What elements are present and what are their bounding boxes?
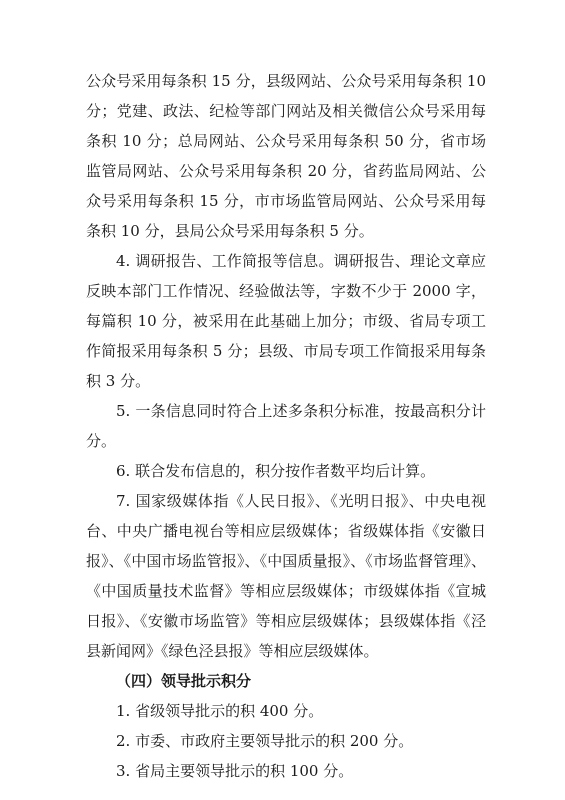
paragraph-media-levels: 7. 国家级媒体指《人民日报》、《光明日报》、中央电视台、中央广播电视台等相应层级媒体；省级媒体指《安徽日报》、《中国市场监管报》、《中国质量报》、《市场监督管理》、《中国质量技术监督》等相应层级媒体；市级媒体指《宣城日报》、《安徽市场监管》等相应层级媒体；县级媒体指《泾县新闻网》《绿色泾县报》等相应层级媒体。 <box>86 492 486 660</box>
paragraph-highest-score-rule: 5. 一条信息同时符合上述多条积分标准，按最高积分计分。 <box>86 402 486 450</box>
document-body <box>86 66 486 786</box>
paragraph-provincial-leader: 1. 省级领导批示的积 400 分。 <box>116 702 324 720</box>
paragraph-provincial-bureau-leader: 3. 省局主要领导批示的积 100 分。 <box>116 762 354 780</box>
paragraph-research-reports: 4. 调研报告、工作简报等信息。调研报告、理论文章应反映本部门工作情况、经验做法等，字数不少于 2000 字，每篇积 10 分，被采用在此基础上加分；市级、省局专项工作简报采用每条积 5 分；县级、市局专项工作简报采用每条积 3 分。 <box>86 252 486 390</box>
section-heading-leader-instructions: （四）领导批示积分 <box>116 672 252 690</box>
paragraph-website-scoring: 公众号采用每条积 15 分，县级网站、公众号采用每条积 10 分；党建、政法、纪检等部门网站及相关微信公众号采用每条积 10 分；总局网站、公众号采用每条积 50 分，省市场监管局网站、公众号采用每条积 20 分，省药监局网站、公众号采用每条积 15 分，市市场监管局网站、公众号采用每条积 10 分，县局公众号采用每条积 5 分。 <box>86 72 486 240</box>
paragraph-municipal-leader: 2. 市委、市政府主要领导批示的积 200 分。 <box>116 732 414 750</box>
paragraph-joint-publication: 6. 联合发布信息的，积分按作者数平均后计算。 <box>116 462 436 480</box>
